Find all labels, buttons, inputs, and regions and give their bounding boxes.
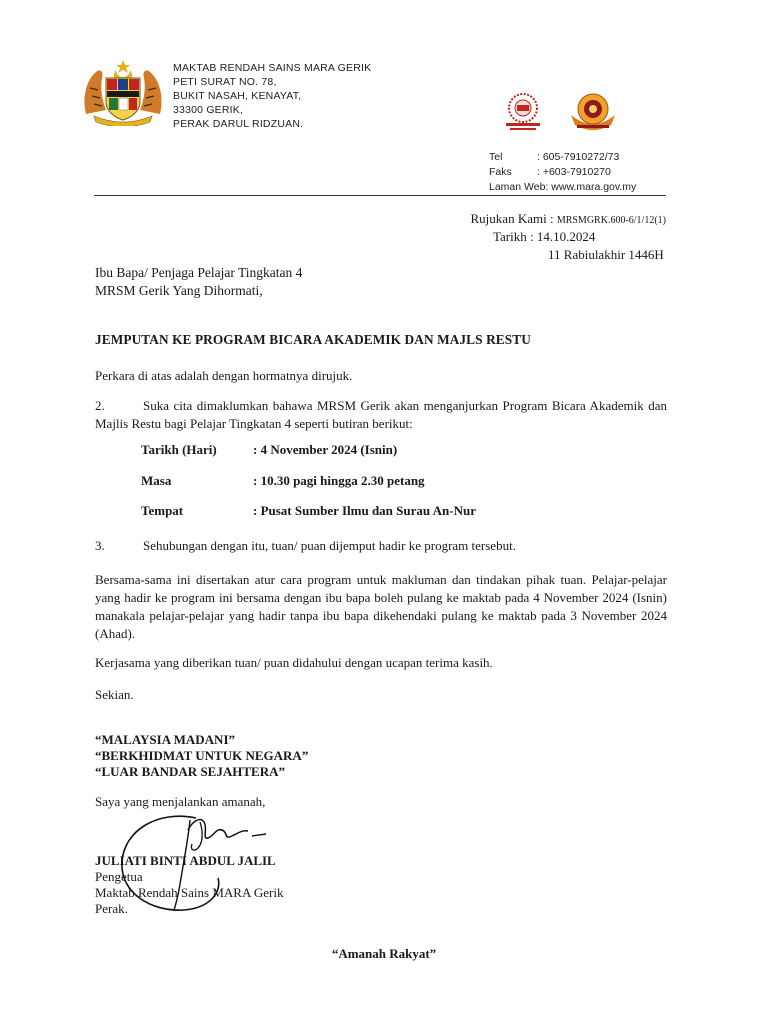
paragraph-2 [95, 397, 667, 433]
website-row [489, 180, 636, 195]
handwritten-signature [118, 800, 278, 915]
signer-place: Perak. [95, 901, 128, 916]
reference-label: Rujukan Kami : [470, 211, 554, 226]
detail-label: Tarikh (Hari) [141, 442, 217, 457]
detail-value: : Pusat Sumber Ilmu dan Surau An-Nur [253, 503, 476, 518]
address-line: PERAK DARUL RIDZUAN. [173, 118, 304, 130]
letter-subject: JEMPUTAN KE PROGRAM BICARA AKADEMIK DAN MAJLS RESTU [95, 332, 531, 347]
detail-label: Masa [141, 473, 172, 488]
phone-label: Tel [489, 151, 503, 163]
detail-value: : 10.30 pagi hingga 2.30 petang [253, 473, 425, 488]
footer-text: “Amanah Rakyat” [331, 946, 437, 961]
date-line [493, 229, 595, 245]
paragraph-1: Perkara di atas adalah dengan hormatnya dirujuk. [95, 368, 353, 383]
closing-line: Saya yang menjalankan amanah, [95, 794, 266, 809]
address-line: PETI SURAT NO. 78, [173, 76, 277, 88]
detail-label: Tempat [141, 503, 184, 518]
recipient-line: MRSM Gerik Yang Dihormati, [95, 283, 263, 298]
fax-value: : +603-7910270 [537, 166, 611, 178]
website-label: Laman Web [489, 181, 546, 193]
motto-line: “BERKHIDMAT UNTUK NEGARA” [95, 748, 309, 763]
paragraph-5: Kerjasama yang diberikan tuan/ puan didahului dengan ucapan terima kasih. [95, 655, 493, 670]
signer-org: Maktab Rendah Sains MARA Gerik [95, 885, 284, 900]
fax-label: Faks [489, 166, 512, 178]
paragraph-number: 2. [95, 398, 105, 413]
address-line: 33300 GERIK, [173, 104, 244, 116]
paragraph-4: Bersama-sama ini disertakan atur cara program untuk makluman dan tindakan pihak tuan. Pelajar-pelajar yang hadir ke program ini bersama dengan ibu bapa boleh pulang ke maktab pada 4 November 2024 (Isnin) manakala pelajar-pelajar yang hadir tanpa ibu bapa dikehendaki pulang ke maktab pada 3 November 2024 (Ahad). [95, 572, 667, 641]
fax-row [489, 165, 636, 180]
organization-address [173, 61, 371, 131]
paragraph-text: Sehubungan dengan itu, tuan/ puan dijemput hadir ke program tersebut. [143, 538, 516, 553]
date-value: 14.10.2024 [536, 229, 596, 244]
coat-of-arms-logo [80, 58, 166, 126]
address-line: BUKIT NASAH, KENAYAT, [173, 90, 302, 102]
phone-row [489, 150, 636, 165]
recipient [95, 264, 302, 300]
mrsm-logo [567, 89, 619, 133]
hijri-date: 11 Rabiulakhir 1446H [548, 247, 664, 262]
detail-value: : 4 November 2024 (Isnin) [253, 442, 398, 457]
mottos [95, 732, 308, 780]
phone-value: : 605-7910272/73 [537, 151, 620, 163]
header-divider [94, 195, 666, 196]
certification-logo [500, 90, 546, 132]
footer-motto [0, 946, 768, 962]
paragraph-3 [95, 537, 667, 555]
paragraph-text: Suka cita dimaklumkan bahawa MRSM Gerik akan menganjurkan Program Bicara Akademik dan Majlis Restu bagi Pelajar Tingkatan 4 seperti butiran berikut: [95, 398, 667, 431]
reference-value: MRSMGRK.600-6/1/12(1) [556, 215, 666, 226]
signer-name: JULIATI BINTI ABDUL JALIL [95, 853, 276, 868]
paragraph-6: Sekian. [95, 687, 134, 702]
date-label: Tarikh : [493, 229, 534, 244]
signer-title: Pengetua [95, 869, 143, 884]
reference-line [471, 211, 666, 229]
website-value: : www.mara.gov.my [545, 181, 637, 193]
motto-line: “MALAYSIA MADANI” [95, 732, 236, 747]
contact-info [489, 150, 636, 195]
recipient-line: Ibu Bapa/ Penjaga Pelajar Tingkatan 4 [95, 265, 303, 280]
org-name: MAKTAB RENDAH SAINS MARA GERIK [173, 62, 372, 74]
paragraph-number: 3. [95, 538, 105, 553]
motto-line: “LUAR BANDAR SEJAHTERA” [95, 764, 285, 779]
